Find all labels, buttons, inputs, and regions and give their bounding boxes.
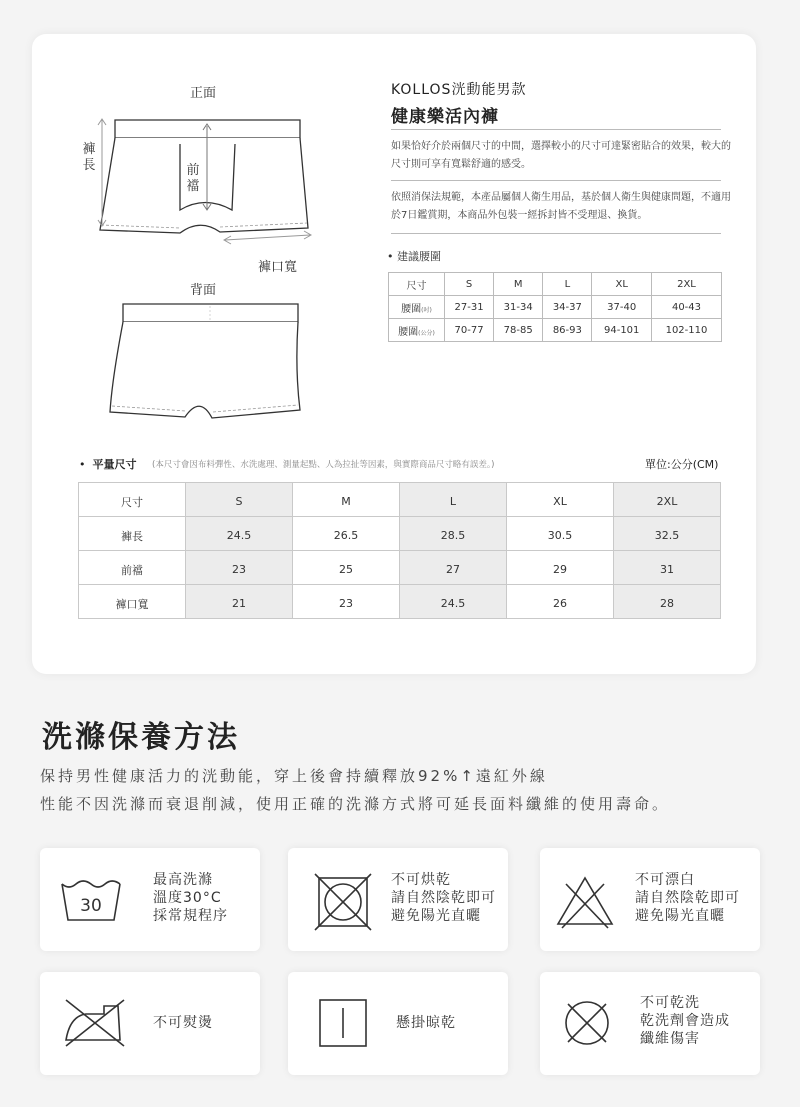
return-policy-text: 依照消保法規範，本產品屬個人衛生用品，基於個人衛生與健康問題，不適用於7日鑑賞期，本商品外包裝一經拆封皆不受理退、換貨。 xyxy=(391,192,731,221)
waist-section-title: • 建議腰圍 xyxy=(387,250,441,263)
care-item-no-iron: 不可熨燙 xyxy=(40,972,260,1075)
rise-label: 前襠 xyxy=(186,163,200,194)
flat-size-table xyxy=(78,482,721,619)
divider xyxy=(391,129,721,130)
no-iron-icon xyxy=(60,994,130,1050)
care-item-line-dry: 懸掛晾乾 xyxy=(288,972,508,1075)
care-description-line-2: 性能不因洗滌而衰退削減，使用正確的洗滌方式將可延長面料纖維的使用壽命。 xyxy=(40,795,671,813)
care-item-wash: 30 最高洗滌 溫度30°C 採常規程序 xyxy=(40,848,260,951)
flat-section-title: • 平量尺寸 xyxy=(79,458,137,471)
product-name: 健康樂活內褲 xyxy=(391,107,499,127)
brand-name: KOLLOS洸動能男款 xyxy=(391,82,527,98)
care-item-no-bleach: 不可漂白 請自然陰乾即可 避免陽光直曬 xyxy=(540,848,760,951)
care-item-no-dry-clean: 不可乾洗 乾洗劑會造成 纖維傷害 xyxy=(540,972,760,1075)
divider xyxy=(391,233,721,234)
no-dry-clean-icon xyxy=(560,996,614,1050)
size-tip-text: 如果恰好介於兩個尺寸的中間，選擇較小的尺寸可達緊密貼合的效果，較大的尺寸則可享有寬鬆舒適的感受。 xyxy=(391,141,731,170)
leg-width-label: 褲口寬 xyxy=(258,260,298,275)
table-row: 尺寸 S M L XL 2XL xyxy=(389,273,722,296)
back-label: 背面 xyxy=(190,283,217,298)
unit-label: 單位:公分(CM) xyxy=(645,458,719,471)
table-row: 腰圍(公分) 70-77 78-85 86-93 94-101 102-110 xyxy=(389,319,722,342)
table-row: 前襠 23 25 27 29 31 xyxy=(79,551,721,585)
divider xyxy=(391,180,721,181)
waist-table xyxy=(388,272,722,342)
front-label: 正面 xyxy=(190,86,217,101)
line-dry-icon xyxy=(316,996,370,1050)
care-item-no-tumble-dry: 不可烘乾 請自然陰乾即可 避免陽光直曬 xyxy=(288,848,508,951)
care-description-line-1: 保持男性健康活力的洸動能，穿上後會持續釋放92%↑遠紅外線 xyxy=(40,767,548,785)
svg-text:30: 30 xyxy=(80,896,102,916)
back-diagram xyxy=(100,300,320,445)
no-tumble-dry-icon xyxy=(313,872,373,932)
table-row: 褲長 24.5 26.5 28.5 30.5 32.5 xyxy=(79,517,721,551)
wash-30-icon xyxy=(60,878,122,924)
no-bleach-icon xyxy=(554,872,616,930)
care-section-title: 洗滌保養方法 xyxy=(42,720,240,755)
table-row: 腰圍(吋) 27-31 31-34 34-37 37-40 40-43 xyxy=(389,296,722,319)
length-label: 褲長 xyxy=(82,142,96,173)
flat-note: (本尺寸會因布料彈性、水洗處理、測量起點、人為拉扯等因素，與實際商品尺寸略有誤差。) xyxy=(152,460,495,470)
table-row: 尺寸 S M L XL 2XL xyxy=(79,483,721,517)
table-row: 褲口寬 21 23 24.5 26 28 xyxy=(79,585,721,619)
